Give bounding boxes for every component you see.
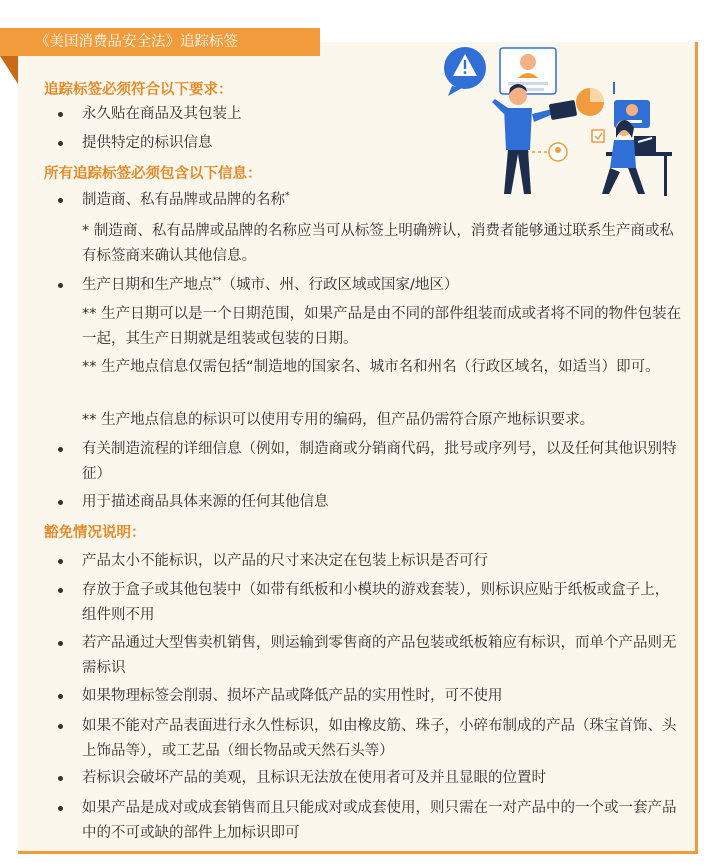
bullet-icon <box>58 198 63 203</box>
bullet-icon <box>58 806 63 811</box>
section-heading-info: 所有追踪标签必须包含以下信息： <box>44 166 262 182</box>
list-item: 永久贴在商品及其包装上 <box>82 106 242 122</box>
list-item: 如果不能对产品表面进行永久性标识，如由橡皮筋、珠子，小碎布制成的产品（珠宝首饰、头上饰品等），或工艺品（细长物品或天然石头等） <box>82 718 677 759</box>
list-item: 产品太小不能标识，以产品的尺寸来决定在包装上标识是否可行 <box>82 553 488 569</box>
footnote: ** 生产地点信息的标识可以使用专用的编码，但产品仍需符合原产地标识要求。 <box>82 412 595 428</box>
list-item: 用于描述商品具体来源的任何其他信息 <box>82 494 329 510</box>
footnote: ** 生产地点信息仅需包括“制造地的国家名、城市名和州名（行政区域名，如适当）即可。 <box>82 359 660 375</box>
bullet-icon <box>58 500 63 505</box>
section-heading-exemptions: 豁免情况说明： <box>44 525 146 541</box>
bullet-icon <box>58 641 63 646</box>
bullet-icon <box>58 588 63 593</box>
bullet-icon <box>58 112 63 117</box>
list-item: 有关制造流程的详细信息（例如，制造商或分销商代码，批号或序列号，以及任何其他识别特征） <box>82 441 677 482</box>
section-heading-requirements: 追踪标签必须符合以下要求： <box>44 82 233 98</box>
bullet-icon <box>58 776 63 781</box>
list-item <box>82 188 682 213</box>
banner-fold <box>0 56 18 84</box>
profile-card-icon <box>500 48 556 94</box>
footnote-mark: ** <box>212 276 222 287</box>
bullet-icon <box>58 283 63 288</box>
list-item: 若产品通过大型售卖机销售，则运输到零售商的产品包装或纸板箱应有标识，而单个产品则无需标识 <box>82 635 677 676</box>
footnote: ** 生产日期可以是一个日期范围，如果产品是由不同的部件组装而成或者将不同的物件包装在一起，其生产日期就是组装或包装的日期。 <box>82 306 682 347</box>
footnote-mark: * <box>285 191 290 202</box>
item-text: 生产日期和生产地点 <box>82 277 213 293</box>
item-text-suffix: （城市、州、行政区域或国家/地区） <box>221 277 459 293</box>
list-item: 若标识会破坏产品的美观，且标识无法放在使用者可及并且显眼的位置时 <box>82 770 546 786</box>
bullet-icon <box>58 141 63 146</box>
list-item: 如果产品是成对或成套销售而且只能成对或成套使用，则只需在一对产品中的一个或一套产品中的不可或缺的部件上加标识即可 <box>82 800 677 841</box>
warning-icon <box>444 47 486 96</box>
list-item: 如果物理标签会削弱、损坏产品或降低产品的实用性时，可不使用 <box>82 688 503 704</box>
list-item: 提供特定的标识信息 <box>82 135 213 151</box>
bullet-icon <box>58 694 63 699</box>
footnote: * 制造商、私有品牌或品牌的名称应当可从标签上明确辨认，消费者能够通过联系生产商或私有标签商来确认其他信息。 <box>82 223 674 264</box>
list-item: 存放于盒子或其他包装中（如带有纸板和小模块的游戏套装），则标识应贴于纸板或盒子上，组件则不用 <box>82 582 670 623</box>
item-text: 制造商、私有品牌或品牌的名称 <box>82 192 285 208</box>
bullet-icon <box>58 559 63 564</box>
bullet-icon <box>58 447 63 452</box>
bullet-icon <box>58 724 63 729</box>
banner-title: 《美国消费品安全法》追踪标签 <box>0 28 320 56</box>
list-item <box>82 273 682 298</box>
